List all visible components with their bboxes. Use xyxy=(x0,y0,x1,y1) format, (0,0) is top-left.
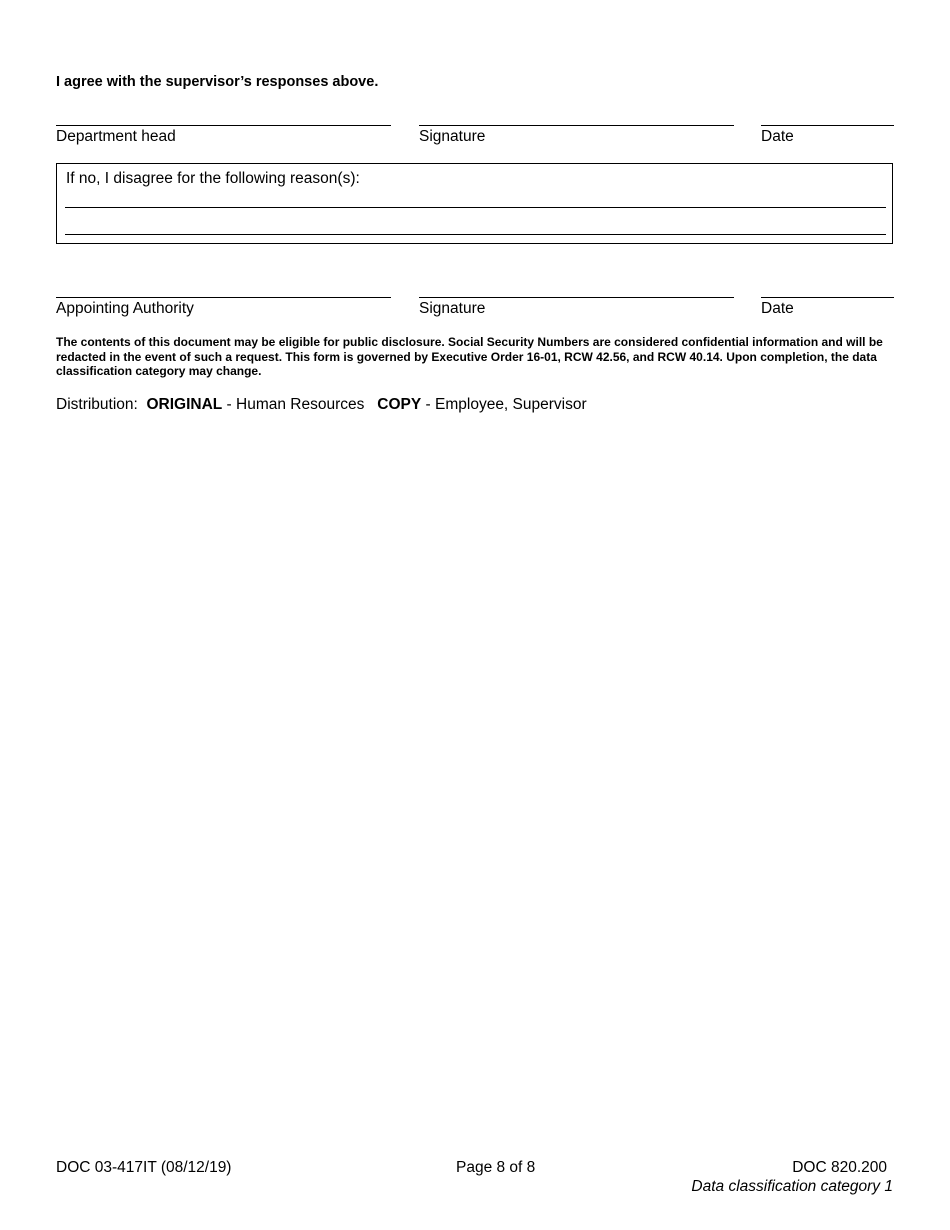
department-head-date-line[interactable] xyxy=(761,125,894,126)
reason-line-1[interactable] xyxy=(65,207,886,208)
policy-number: DOC 820.200 xyxy=(792,1159,887,1176)
department-head-name-line[interactable] xyxy=(56,125,391,126)
distribution-prefix: Distribution: xyxy=(56,396,147,413)
agreement-heading: I agree with the supervisor’s responses above. xyxy=(56,74,379,90)
form-number: DOC 03-417IT (08/12/19) xyxy=(56,1159,232,1176)
appointing-authority-name-line[interactable] xyxy=(56,297,391,298)
department-head-label: Department head xyxy=(56,128,176,145)
distribution-line xyxy=(56,396,587,414)
data-classification: Data classification category 1 xyxy=(691,1178,893,1195)
distribution-copy-label: COPY xyxy=(377,396,422,413)
appointing-authority-label: Appointing Authority xyxy=(56,300,194,317)
appointing-authority-date-line[interactable] xyxy=(761,297,894,298)
distribution-original-label: ORIGINAL xyxy=(146,396,223,413)
appointing-authority-date-label: Date xyxy=(761,300,794,317)
department-head-date-label: Date xyxy=(761,128,794,145)
disclosure-notice: The contents of this document may be eligible for public disclosure. Social Security Numbers are considered confidential information and will be redacted in the event of such a request. This form is governed by Executive Order 16-01, RCW 42.56, and RCW 40.14. Upon completion, the data classification category may change. xyxy=(56,335,883,378)
page-indicator: Page 8 of 8 xyxy=(456,1159,536,1176)
reason-line-2[interactable] xyxy=(65,234,886,235)
appointing-authority-signature-label: Signature xyxy=(419,300,486,317)
disagree-reason-label: If no, I disagree for the following reason(s): xyxy=(66,170,360,187)
department-head-signature-line[interactable] xyxy=(419,125,734,126)
distribution-copy-recipients: - Employee, Supervisor xyxy=(421,396,587,413)
department-head-signature-label: Signature xyxy=(419,128,486,145)
distribution-original-recipient: - Human Resources xyxy=(222,396,378,413)
disagree-reason-box xyxy=(56,163,893,244)
appointing-authority-signature-line[interactable] xyxy=(419,297,734,298)
